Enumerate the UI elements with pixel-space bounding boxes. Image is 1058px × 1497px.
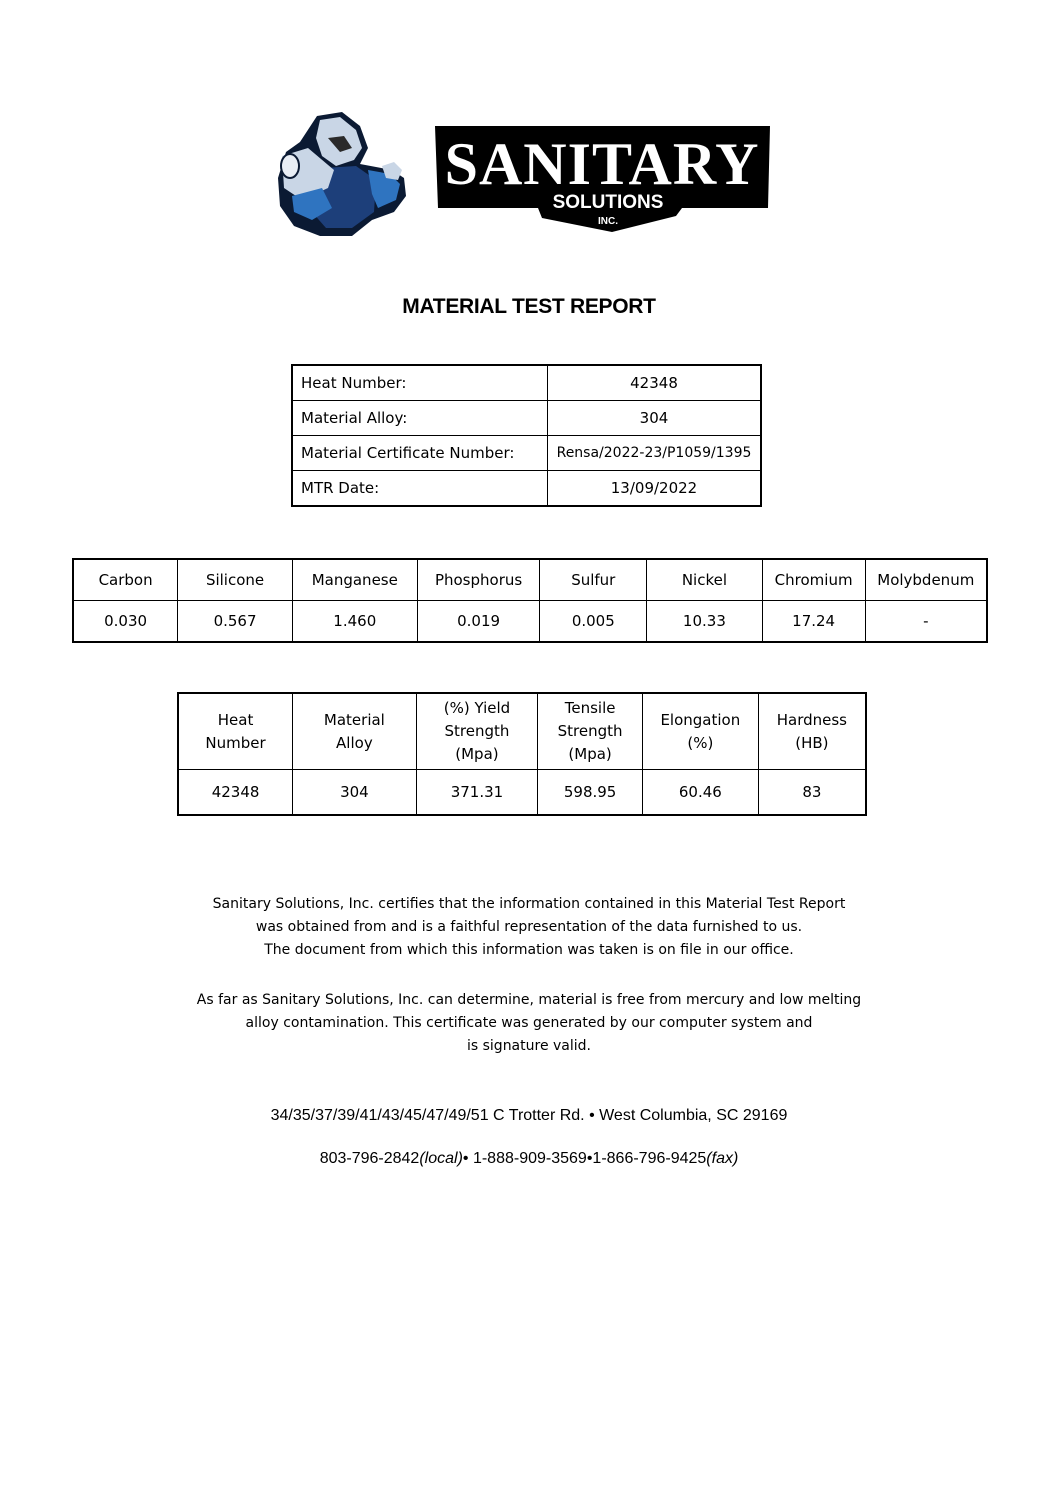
table-cell: 0.030 — [73, 601, 178, 643]
company-address: 34/35/37/39/41/43/45/47/49/51 C Trotter Rd. • West Columbia, SC 29169 — [270, 1107, 788, 1124]
column-header: Carbon — [73, 559, 178, 601]
table-header-row — [178, 693, 866, 770]
text-line: The document from which this information was taken is on file in our office. — [264, 942, 794, 958]
brand-main-text: SANITARY — [444, 131, 760, 197]
brand-sub-text: SOLUTIONS — [552, 192, 664, 213]
table-row — [292, 365, 761, 401]
table-cell: 17.24 — [762, 601, 865, 643]
table-cell: 42348 — [178, 770, 293, 816]
info-label: Material Alloy: — [292, 401, 548, 436]
company-logo — [272, 108, 772, 240]
table-row — [178, 770, 866, 816]
column-header: Phosphorus — [417, 559, 540, 601]
table-header-row — [73, 559, 987, 601]
table-cell: 0.567 — [178, 601, 293, 643]
column-header: Manganese — [292, 559, 417, 601]
table-cell: 60.46 — [642, 770, 758, 816]
info-label: MTR Date: — [292, 471, 548, 507]
text-line: Sanitary Solutions, Inc. certifies that the information contained in this Material Test Report — [212, 896, 846, 912]
table-cell: 304 — [293, 770, 417, 816]
table-cell: 598.95 — [538, 770, 643, 816]
column-header: (%) Yield Strength (Mpa) — [416, 693, 538, 770]
column-header: Silicone — [178, 559, 293, 601]
info-label: Heat Number: — [292, 365, 548, 401]
column-header: Elongation (%) — [642, 693, 758, 770]
table-cell: 10.33 — [647, 601, 763, 643]
column-header: Chromium — [762, 559, 865, 601]
phone-fax: 1-866-796-9425 — [592, 1150, 707, 1167]
certification-paragraph-1 — [0, 893, 1058, 962]
report-title: MATERIAL TEST REPORT — [402, 295, 656, 318]
table-row — [292, 436, 761, 471]
table-row — [292, 401, 761, 436]
info-value: 42348 — [548, 365, 762, 401]
table-cell: 83 — [758, 770, 866, 816]
table-cell: 371.31 — [416, 770, 538, 816]
info-value: Rensa/2022-23/P1059/1395 — [548, 436, 762, 471]
text-line: was obtained from and is a faithful representation of the data furnished to us. — [255, 919, 803, 935]
certification-paragraph-2 — [0, 989, 1058, 1058]
phone-tollfree: 1-888-909-3569 — [472, 1150, 587, 1167]
info-label: Material Certificate Number: — [292, 436, 548, 471]
brand-banner — [435, 126, 770, 232]
column-header: Hardness (HB) — [758, 693, 866, 770]
phone-local-note: (local) — [419, 1150, 463, 1167]
table-cell: 0.019 — [417, 601, 540, 643]
info-value: 304 — [548, 401, 762, 436]
brand-suffix-text: INC. — [598, 216, 618, 227]
table-row — [292, 471, 761, 507]
table-cell: - — [865, 601, 987, 643]
table-cell: 1.460 — [292, 601, 417, 643]
column-header: Material Alloy — [293, 693, 417, 770]
company-phones: 803-796-2842(local)• 1-888-909-3569•1-866-796-9425(fax) — [319, 1150, 739, 1167]
phone-fax-note: (fax) — [706, 1150, 739, 1167]
bulldog-mascot-icon — [272, 108, 772, 240]
column-header: Molybdenum — [865, 559, 987, 601]
text-line: is signature valid. — [466, 1038, 591, 1054]
text-line: alloy contamination. This certificate was generated by our computer system and — [245, 1015, 813, 1031]
column-header: Heat Number — [178, 693, 293, 770]
phone-local: 803-796-2842 — [319, 1150, 420, 1167]
column-header: Nickel — [647, 559, 763, 601]
table-cell: 0.005 — [540, 601, 647, 643]
column-header: Tensile Strength (Mpa) — [538, 693, 643, 770]
table-row — [73, 601, 987, 643]
column-header: Sulfur — [540, 559, 647, 601]
mascot-graphic — [278, 112, 406, 236]
info-table — [291, 364, 762, 507]
text-line: As far as Sanitary Solutions, Inc. can determine, material is free from mercury and low melting — [196, 992, 862, 1008]
info-value: 13/09/2022 — [548, 471, 762, 507]
mechanical-properties-table — [177, 692, 867, 816]
chemistry-table — [72, 558, 988, 643]
